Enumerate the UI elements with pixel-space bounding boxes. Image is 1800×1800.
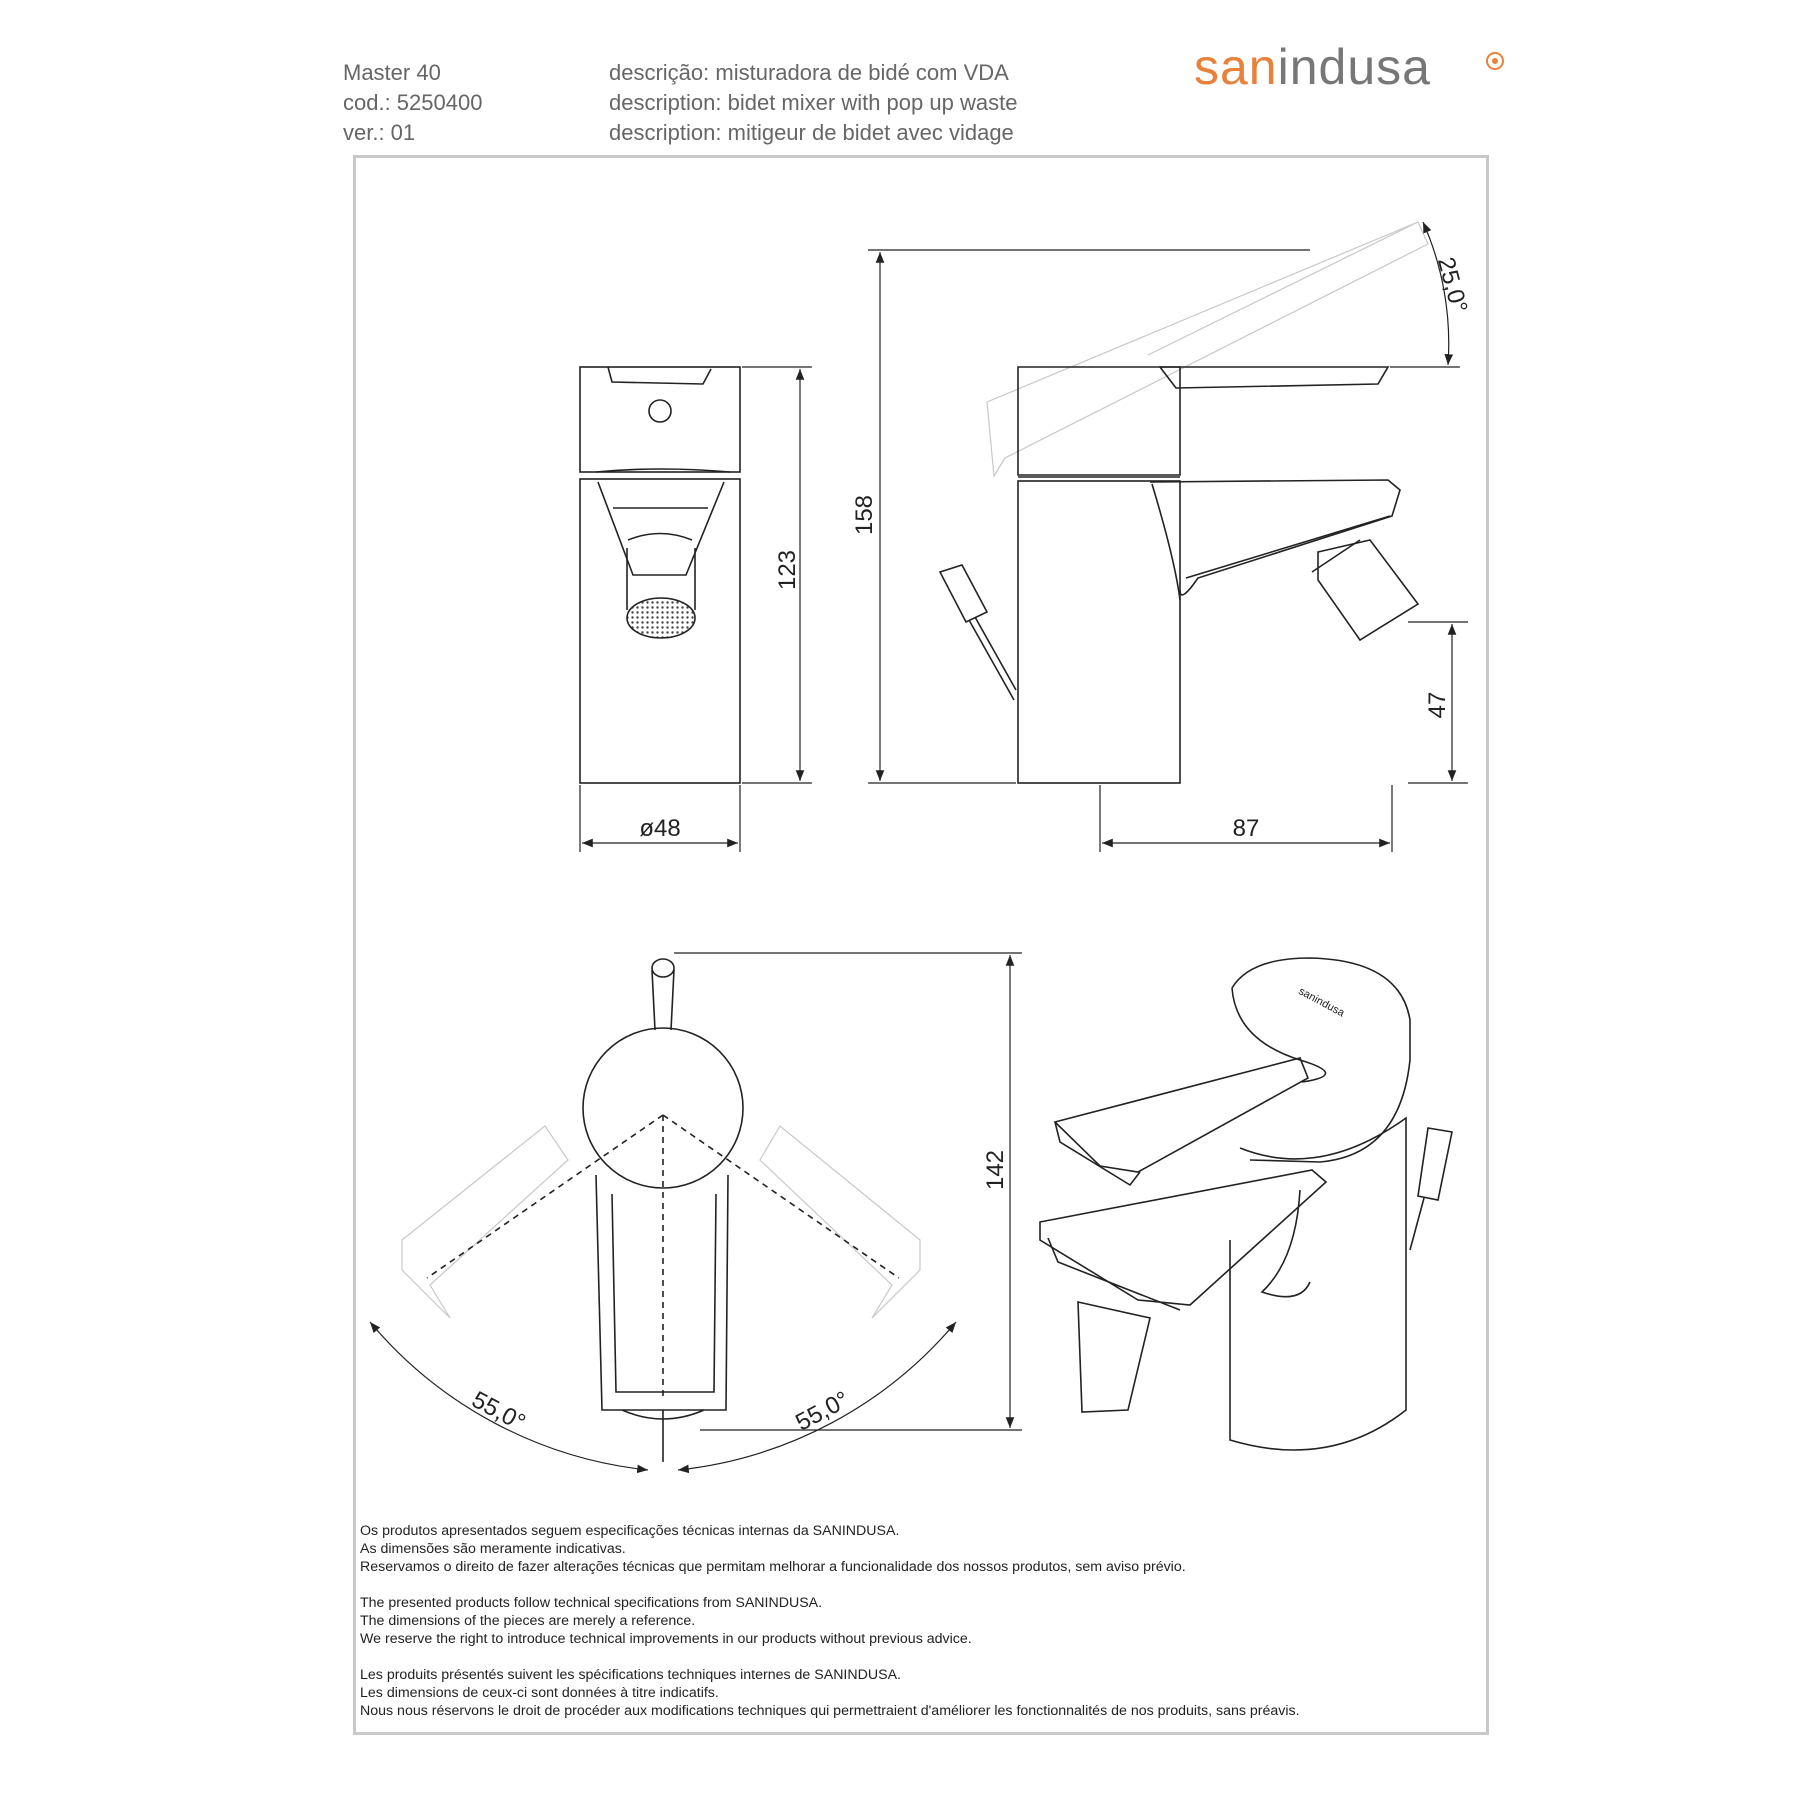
- front-spout-bracket: [598, 482, 724, 575]
- front-view: [580, 367, 740, 783]
- persp-lever-cap: [1232, 958, 1410, 1162]
- persp-nozzle: [1078, 1302, 1150, 1412]
- note-line: We reserve the right to introduce technical improvements in our products without previous advice.: [360, 1631, 972, 1647]
- note-line: Les produits présentés suivent les spécifications techniques internes de SANINDUSA.: [360, 1667, 901, 1683]
- persp-brand-mark: sanindusa: [1296, 985, 1347, 1020]
- dim-rotation-right: 55,0°: [791, 1386, 854, 1437]
- note-line: As dimensões são meramente indicativas.: [360, 1541, 626, 1557]
- perspective-view: [1040, 958, 1452, 1450]
- dim-diameter: ø48: [639, 815, 681, 842]
- model-name: Master 40: [343, 60, 441, 85]
- notes-en: [360, 1594, 1300, 1648]
- disclaimer-notes: [360, 1522, 1300, 1738]
- persp-popup-knob: [1418, 1128, 1452, 1200]
- side-body: [1018, 481, 1180, 783]
- description-fr: description: mitigeur de bidet avec vidage: [609, 120, 1014, 145]
- front-spout-neck: [628, 534, 692, 541]
- note-line: Os produtos apresentados seguem especificações técnicas internas da SANINDUSA.: [360, 1523, 900, 1539]
- side-dimensions: [868, 222, 1468, 852]
- sanindusa-logo: sanindusa: [1194, 39, 1431, 95]
- description-pt: descrição: misturadora de bidé com VDA: [609, 60, 1009, 85]
- note-line: Reservamos o direito de fazer alterações técnicas que permitam melhorar a funcionalidade dos nossos produtos, sem aviso prévio.: [360, 1559, 1186, 1575]
- front-nozzle-aerator: [627, 598, 695, 638]
- side-view: [940, 222, 1428, 783]
- side-nozzle: [1318, 540, 1418, 640]
- version: ver.: 01: [343, 120, 416, 145]
- dim-top-depth: 142: [982, 1149, 1009, 1191]
- dim-rotation-left: 55,0°: [467, 1386, 530, 1437]
- dim-front-height: 123: [774, 549, 801, 591]
- note-line: The dimensions of the pieces are merely a reference.: [360, 1613, 696, 1629]
- dim-total-height: 158: [851, 494, 878, 536]
- front-lever-hole: [649, 400, 671, 422]
- front-dimensions: [580, 367, 812, 852]
- description-en: description: bidet mixer with pop up waste: [609, 90, 1018, 115]
- dim-projection: 87: [1232, 815, 1260, 842]
- dim-lever-angle: 25,0°: [1431, 254, 1473, 316]
- note-line: Les dimensions de ceux-ci sont données à titre indicatifs.: [360, 1685, 719, 1701]
- note-line: Nous nous réservons le droit de procéder aux modifications techniques qui permettraient d'améliorer les fonctionnalités de nos produits, sans préavis.: [360, 1703, 1300, 1719]
- side-lever-handle: [1160, 367, 1388, 388]
- front-lever-top: [608, 367, 711, 384]
- top-popup-knob: [652, 959, 674, 977]
- note-line: The presented products follow technical specifications from SANINDUSA.: [360, 1595, 823, 1611]
- persp-lever-handle: [1055, 1058, 1308, 1172]
- notes-pt: [360, 1522, 1300, 1576]
- persp-body: [1230, 1118, 1406, 1450]
- product-code: cod.: 5250400: [343, 90, 483, 115]
- side-popup-knob: [940, 565, 987, 622]
- persp-spout: [1040, 1170, 1326, 1305]
- side-lever-body: [1018, 367, 1180, 475]
- dim-spout-height: 47: [1424, 691, 1451, 719]
- notes-fr: [360, 1666, 1300, 1720]
